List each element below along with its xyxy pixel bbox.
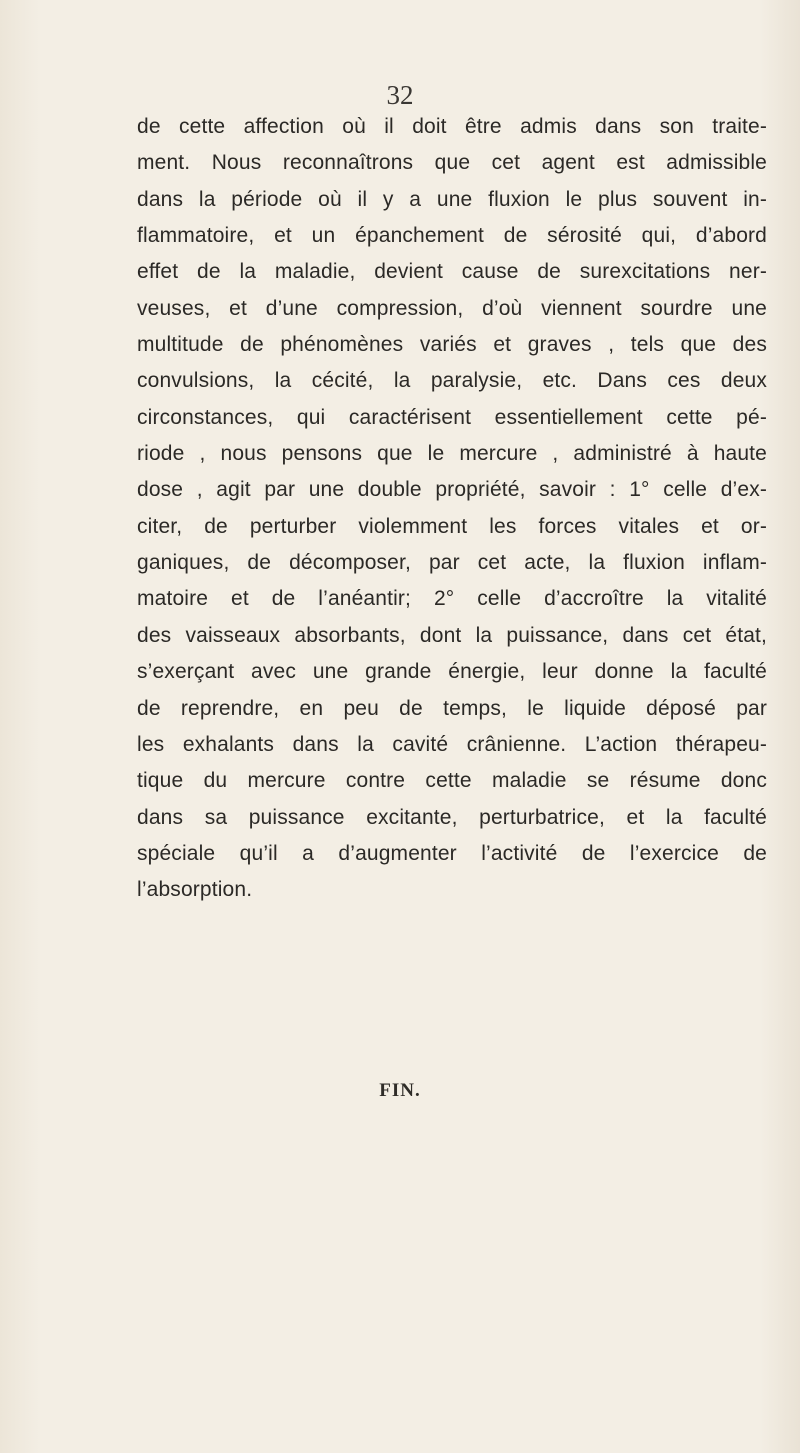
text-line: matoire et de l’anéantir; 2° celle d’accroître la vitalité <box>137 587 767 611</box>
text-line: tique du mercure contre cette maladie se résume donc <box>137 769 767 793</box>
text-line: spéciale qu’il a d’augmenter l’activité de l’exercice de <box>137 841 767 865</box>
text-line: l’absorption. <box>137 878 253 902</box>
text-line: effet de la maladie, devient cause de surexcitations ner- <box>137 260 767 284</box>
text-line: les exhalants dans la cavité crânienne. L’action thérapeu- <box>137 732 767 756</box>
page-number: 32 <box>386 80 414 110</box>
text-line: multitude de phénomènes variés et graves , tels que des <box>137 333 767 357</box>
text-line: veuses, et d’une compression, d’où viennent sourdre une <box>137 296 767 320</box>
text-line: flammatoire, et un épanchement de sérosité qui, d’abord <box>137 224 767 248</box>
text-line: s’exerçant avec une grande énergie, leur donne la faculté <box>137 660 767 684</box>
text-line: des vaisseaux absorbants, dont la puissance, dans cet état, <box>137 623 767 647</box>
text-line: de reprendre, en peu de temps, le liquide déposé par <box>137 696 767 720</box>
closing-mark: FIN. <box>379 1080 421 1101</box>
text-line: riode , nous pensons que le mercure , administré à haute <box>137 442 767 466</box>
text-line: citer, de perturber violemment les forces vitales et or- <box>137 514 767 538</box>
body-paragraph <box>137 109 767 909</box>
text-line: circonstances, qui caractérisent essentiellement cette pé- <box>137 405 767 429</box>
text-line: convulsions, la cécité, la paralysie, etc. Dans ces deux <box>137 369 767 393</box>
text-line: ganiques, de décomposer, par cet acte, la fluxion inflam- <box>137 551 767 575</box>
text-line: dans sa puissance excitante, perturbatrice, et la faculté <box>137 805 767 829</box>
text-line: dose , agit par une double propriété, savoir : 1° celle d’ex- <box>137 478 767 502</box>
text-line: dans la période où il y a une fluxion le plus souvent in- <box>137 187 767 211</box>
text-line: de cette affection où il doit être admis dans son traite- <box>137 115 767 138</box>
text-line: ment. Nous reconnaîtrons que cet agent est admissible <box>137 151 767 175</box>
